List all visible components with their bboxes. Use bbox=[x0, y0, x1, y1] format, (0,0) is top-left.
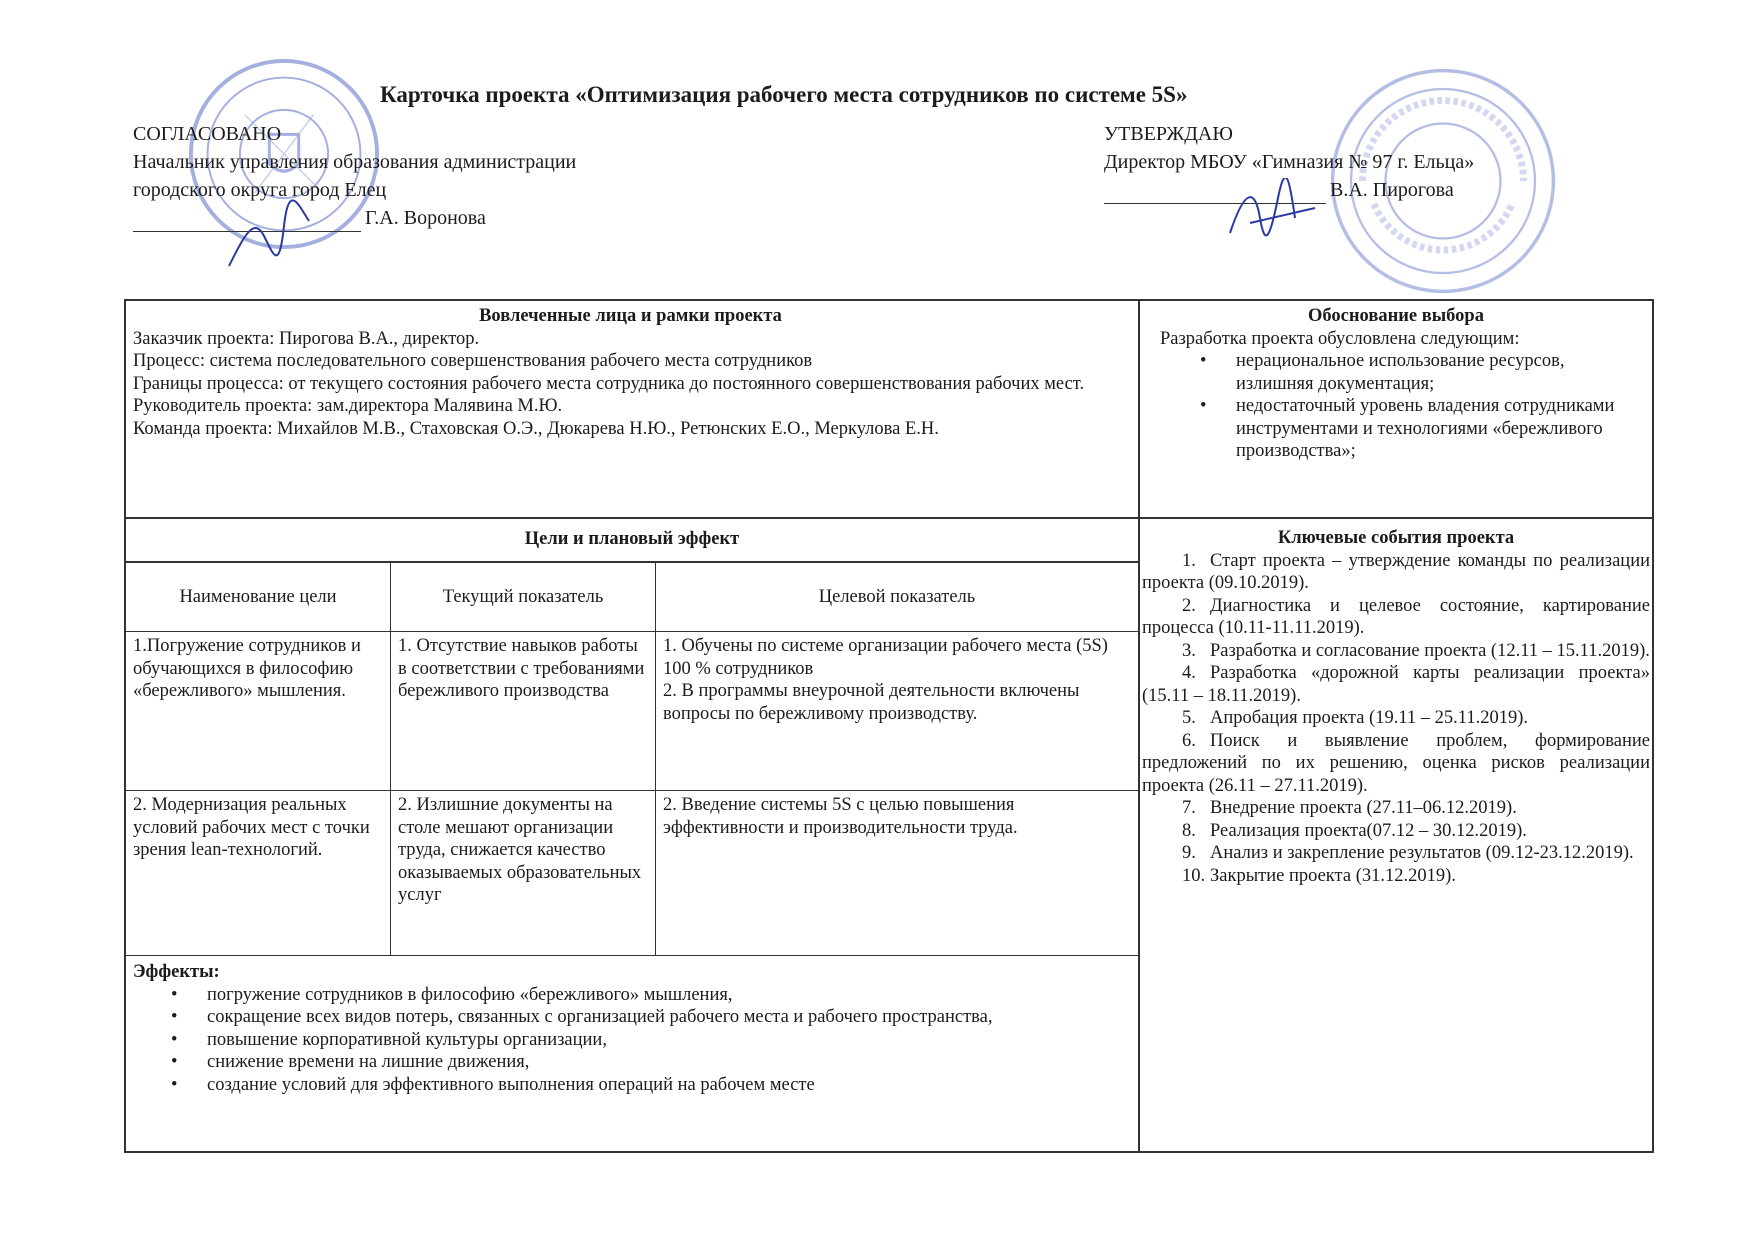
table-cell: 2. Введение системы 5S с целью повышения эффективности и производительности труда. bbox=[656, 791, 1139, 956]
approved-name: В.А. Пирогова bbox=[1330, 179, 1454, 201]
event-number: 5. bbox=[1182, 708, 1196, 728]
event-text: Разработка и согласование проекта (12.11 – 15.11.2019). bbox=[1210, 640, 1650, 661]
justification-intro: Разработка проекта обусловлена следующим: bbox=[1160, 328, 1520, 349]
involved-line: Заказчик проекта: Пирогова В.А., директор. bbox=[133, 328, 480, 349]
approval-agreed-block bbox=[133, 120, 576, 232]
project-card-table bbox=[124, 299, 1654, 1153]
event-number: 6. bbox=[1182, 730, 1196, 751]
effects-heading: Эффекты: bbox=[133, 962, 220, 982]
list-item bbox=[1142, 662, 1650, 707]
effects-section bbox=[133, 961, 1128, 1096]
event-number: 4. bbox=[1182, 663, 1196, 683]
event-number: 10. bbox=[1182, 865, 1206, 886]
approved-heading: УТВЕРЖДАЮ bbox=[1104, 123, 1233, 145]
document-title: Карточка проекта «Оптимизация рабочего места сотрудников по системе 5S» bbox=[380, 82, 1188, 107]
handwritten-signature-right bbox=[1220, 178, 1320, 248]
involved-line: Границы процесса: от текущего состояния рабочего места сотрудника до постоянного совершенствования рабочих мест. bbox=[133, 373, 1085, 394]
column-header: Текущий показатель bbox=[391, 563, 656, 632]
column-header: Наименование цели bbox=[126, 563, 391, 632]
agreed-position-line2: городского округа город Елец bbox=[133, 179, 387, 201]
event-text: Закрытие проекта (31.12.2019). bbox=[1210, 865, 1456, 886]
column-divider bbox=[1138, 301, 1140, 1151]
list-item: • снижение времени на лишние движения, bbox=[207, 1051, 1128, 1074]
event-text: Разработка «дорожной карты реализации проекта» (15.11 – 18.11.2019). bbox=[1142, 663, 1650, 706]
involved-line: Руководитель проекта: зам.директора Малявина М.Ю. bbox=[133, 396, 563, 416]
event-text: Внедрение проекта (27.11–06.12.2019). bbox=[1210, 798, 1517, 818]
event-number: 7. bbox=[1182, 798, 1196, 818]
agreed-position-line1: Начальник управления образования администрации bbox=[133, 151, 577, 173]
goals-table bbox=[126, 563, 1138, 956]
list-item bbox=[1142, 842, 1650, 865]
event-text: Апробация проекта (19.11 – 25.11.2019). bbox=[1210, 708, 1528, 728]
table-cell: 2. Модернизация реальных условий рабочих мест с точки зрения lean-технологий. bbox=[126, 791, 391, 956]
event-number: 1. bbox=[1182, 550, 1196, 571]
goals-heading: Цели и плановый эффект bbox=[126, 519, 1138, 563]
event-text: Старт проекта – утверждение команды по реализации проекта (09.10.2019). bbox=[1142, 550, 1650, 593]
event-number: 9. bbox=[1182, 843, 1196, 863]
handwritten-signature-left bbox=[224, 196, 314, 276]
table-header-row bbox=[126, 563, 1138, 632]
event-text: Реализация проекта(07.12 – 30.12.2019). bbox=[1210, 820, 1527, 841]
list-item: • создание условий для эффективного выполнения операций на рабочем месте bbox=[207, 1074, 1128, 1097]
justification-section bbox=[1146, 305, 1646, 463]
list-item: • нерациональное использование ресурсов, излишняя документация; bbox=[1236, 350, 1646, 395]
column-header: Целевой показатель bbox=[656, 563, 1139, 632]
list-item bbox=[1142, 595, 1650, 640]
list-item bbox=[1142, 797, 1650, 820]
list-item: • повышение корпоративной культуры организации, bbox=[207, 1029, 1128, 1052]
agreed-name: Г.А. Воронова bbox=[365, 207, 486, 229]
involved-line: Процесс: система последовательного совершенствования рабочего места сотрудников bbox=[133, 351, 813, 371]
table-cell: 1. Отсутствие навыков работы в соответствии с требованиями бережливого производства bbox=[391, 632, 656, 791]
event-text: Поиск и выявление проблем, формирование предложений по их решению, оценка рисков реализации проекта (26.11 – 27.11.2019). bbox=[1142, 730, 1650, 796]
key-events-section bbox=[1142, 527, 1650, 887]
involved-line: Команда проекта: Михайлов М.В., Стаховская О.Э., Дюкарева Н.Ю., Ретюнских Е.О., Меркулова Е.Н. bbox=[133, 418, 939, 439]
table-cell: 2. Излишние документы на столе мешают организации труда, снижается качество оказываемых образовательных услуг bbox=[391, 791, 656, 956]
event-number: 3. bbox=[1182, 640, 1196, 661]
involved-heading: Вовлеченные лица и рамки проекта bbox=[479, 306, 782, 326]
events-heading: Ключевые события проекта bbox=[1277, 528, 1515, 548]
justification-list bbox=[1146, 350, 1646, 463]
list-item bbox=[1142, 865, 1650, 888]
approved-position: Директор МБОУ «Гимназия № 97 г. Ельца» bbox=[1104, 151, 1475, 173]
table-row bbox=[126, 791, 1138, 956]
effects-list bbox=[133, 984, 1128, 1097]
events-list bbox=[1142, 550, 1650, 888]
list-item bbox=[1142, 550, 1650, 595]
agreed-heading: СОГЛАСОВАНО bbox=[133, 123, 282, 145]
event-text: Анализ и закрепление результатов (09.12-23.12.2019). bbox=[1210, 843, 1634, 863]
list-item: • погружение сотрудников в философию «бережливого» мышления, bbox=[207, 984, 1128, 1007]
list-item bbox=[1142, 730, 1650, 798]
table-cell: 1. Обучены по системе организации рабочего места (5S) 100 % сотрудников 2. В программы внеурочной деятельности включены вопросы по бережливому производству. bbox=[656, 632, 1139, 791]
event-number: 8. bbox=[1182, 820, 1196, 841]
list-item bbox=[1142, 820, 1650, 843]
list-item: • недостаточный уровень владения сотрудниками инструментами и технологиями «бережливого производства»; bbox=[1236, 395, 1646, 463]
list-item bbox=[1142, 707, 1650, 730]
event-number: 2. bbox=[1182, 595, 1196, 616]
involved-section bbox=[133, 305, 1128, 440]
agreed-signature-line bbox=[133, 204, 576, 232]
list-item: • сокращение всех видов потерь, связанных с организацией рабочего места и рабочего пространства, bbox=[207, 1006, 1128, 1029]
table-cell: 1.Погружение сотрудников и обучающихся в философию «бережливого» мышления. bbox=[126, 632, 391, 791]
event-text: Диагностика и целевое состояние, картирование процесса (10.11-11.11.2019). bbox=[1142, 595, 1650, 638]
list-item bbox=[1142, 640, 1650, 663]
justification-heading: Обоснование выбора bbox=[1308, 306, 1484, 326]
table-row bbox=[126, 632, 1138, 791]
